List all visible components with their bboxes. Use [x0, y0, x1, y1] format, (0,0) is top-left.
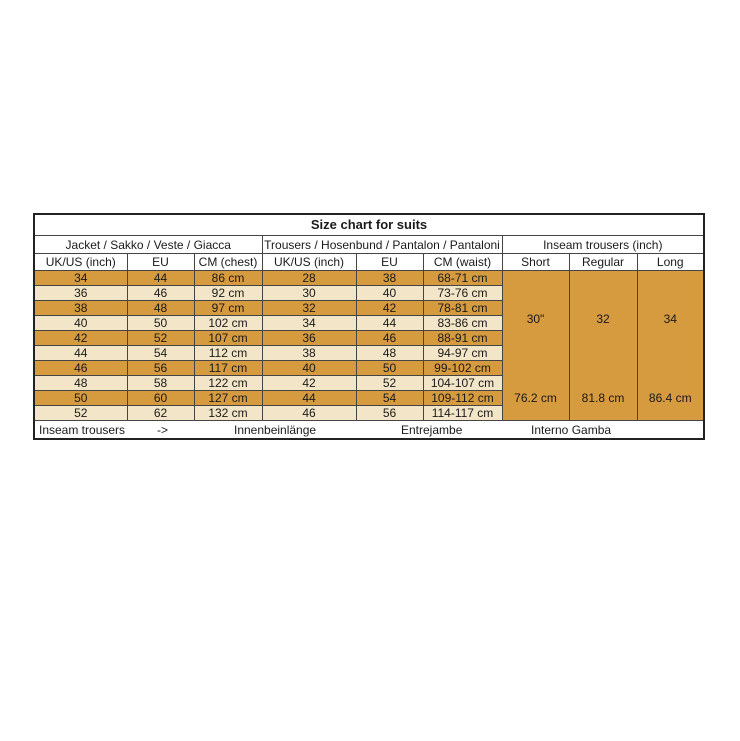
table-cell: 112 cm — [194, 346, 262, 361]
footer-label-4: Interno Gamba — [531, 422, 612, 437]
table-cell: 44 — [262, 391, 356, 406]
table-cell: 122 cm — [194, 376, 262, 391]
table-cell: 46 — [262, 406, 356, 421]
table-cell: 40 — [34, 316, 127, 331]
col-header-waist-cm: CM (waist) — [423, 254, 502, 271]
table-cell: 52 — [34, 406, 127, 421]
table-cell: 56 — [356, 406, 423, 421]
table-cell: 34 — [34, 271, 127, 286]
table-cell: 107 cm — [194, 331, 262, 346]
inseam-group-header: Inseam trousers (inch) — [502, 236, 704, 254]
table-cell: 54 — [356, 391, 423, 406]
inseam-long-cell — [637, 271, 704, 421]
table-cell: 56 — [127, 361, 194, 376]
col-header-chest-cm: CM (chest) — [194, 254, 262, 271]
table-cell: 102 cm — [194, 316, 262, 331]
table-cell: 32 — [262, 301, 356, 316]
table-cell: 50 — [127, 316, 194, 331]
table-cell: 60 — [127, 391, 194, 406]
table-cell: 44 — [34, 346, 127, 361]
footer-row — [34, 421, 704, 440]
table-cell: 117 cm — [194, 361, 262, 376]
table-cell: 48 — [127, 301, 194, 316]
table-cell: 104-107 cm — [423, 376, 502, 391]
table-cell: 109-112 cm — [423, 391, 502, 406]
inseam-regular-inch: 32 — [596, 312, 610, 326]
table-cell: 42 — [34, 331, 127, 346]
inseam-short-cell — [502, 271, 569, 421]
col-header-jacket-eu: EU — [127, 254, 194, 271]
jacket-group-header: Jacket / Sakko / Veste / Giacca — [34, 236, 262, 254]
table-cell: 132 cm — [194, 406, 262, 421]
inseam-short-cm: 76.2 cm — [514, 391, 557, 405]
footer-label-0: Inseam trousers — [39, 422, 126, 437]
table-cell: 36 — [34, 286, 127, 301]
table-cell: 40 — [262, 361, 356, 376]
table-cell: 48 — [34, 376, 127, 391]
col-header-trousers-eu: EU — [356, 254, 423, 271]
size-chart-table — [33, 213, 705, 440]
footer-label-1: -> — [157, 422, 169, 437]
table-cell: 38 — [34, 301, 127, 316]
table-cell: 62 — [127, 406, 194, 421]
inseam-regular-cell — [569, 271, 637, 421]
footer-label-2: Innenbeinlänge — [234, 422, 317, 437]
table-cell: 38 — [262, 346, 356, 361]
table-cell: 127 cm — [194, 391, 262, 406]
col-header-long: Long — [637, 254, 704, 271]
inseam-long-inch: 34 — [663, 312, 677, 326]
table-cell: 40 — [356, 286, 423, 301]
inseam-regular-cm: 81.8 cm — [581, 391, 625, 405]
table-cell: 44 — [127, 271, 194, 286]
table-cell: 68-71 cm — [423, 271, 502, 286]
col-header-regular: Regular — [569, 254, 637, 271]
table-cell: 54 — [127, 346, 194, 361]
table-cell: 30 — [262, 286, 356, 301]
table-cell: 86 cm — [194, 271, 262, 286]
col-header-trousers-ukus: UK/US (inch) — [262, 254, 356, 271]
table-cell: 114-117 cm — [423, 406, 502, 421]
trousers-group-header: Trousers / Hosenbund / Pantalon / Pantaloni — [262, 236, 502, 254]
table-cell: 50 — [356, 361, 423, 376]
table-cell: 58 — [127, 376, 194, 391]
col-header-short: Short — [502, 254, 569, 271]
col-header-jacket-ukus: UK/US (inch) — [34, 254, 127, 271]
table-cell: 83-86 cm — [423, 316, 502, 331]
table-cell: 88-91 cm — [423, 331, 502, 346]
table-cell: 97 cm — [194, 301, 262, 316]
table-cell: 34 — [262, 316, 356, 331]
table-cell: 46 — [127, 286, 194, 301]
table-cell: 99-102 cm — [423, 361, 502, 376]
chart-title: Size chart for suits — [34, 214, 704, 236]
table-cell: 50 — [34, 391, 127, 406]
table-row — [34, 271, 704, 286]
table-cell: 38 — [356, 271, 423, 286]
table-cell: 52 — [127, 331, 194, 346]
table-cell: 42 — [262, 376, 356, 391]
table-cell: 42 — [356, 301, 423, 316]
inseam-long-cm: 86.4 cm — [648, 391, 692, 405]
table-cell: 48 — [356, 346, 423, 361]
table-cell: 46 — [34, 361, 127, 376]
table-cell: 92 cm — [194, 286, 262, 301]
footer-label-3: Entrejambe — [401, 422, 463, 437]
table-cell: 78-81 cm — [423, 301, 502, 316]
table-cell: 52 — [356, 376, 423, 391]
table-cell: 28 — [262, 271, 356, 286]
table-cell: 36 — [262, 331, 356, 346]
table-cell: 94-97 cm — [423, 346, 502, 361]
table-cell: 44 — [356, 316, 423, 331]
table-cell: 73-76 cm — [423, 286, 502, 301]
table-cell: 46 — [356, 331, 423, 346]
inseam-short-inch: 30" — [526, 312, 545, 326]
